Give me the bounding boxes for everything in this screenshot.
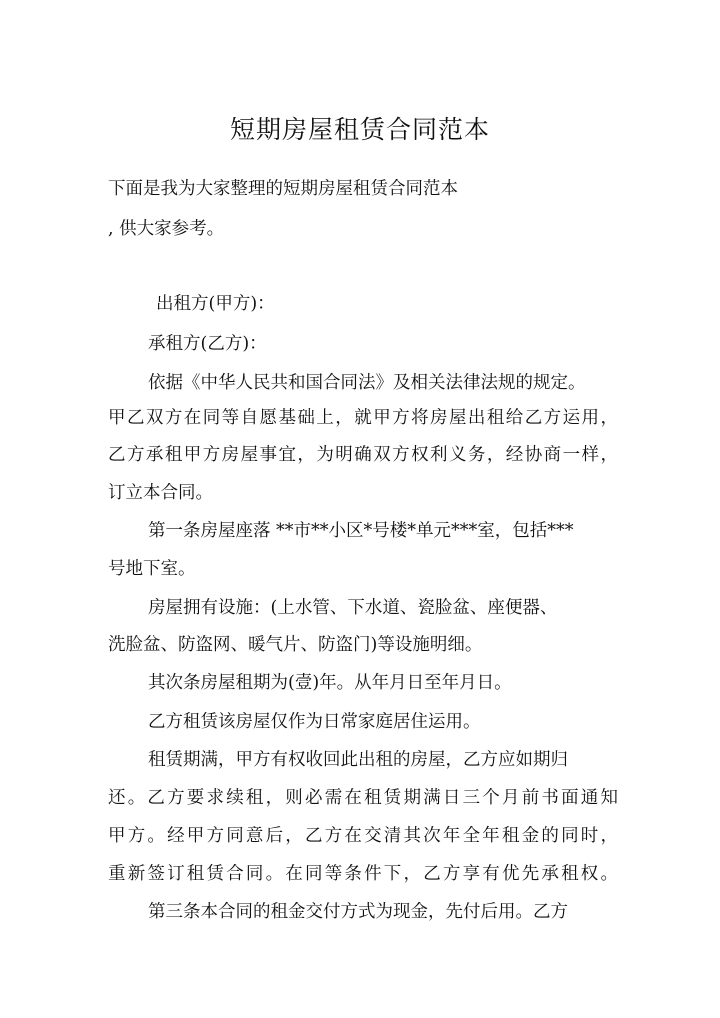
paragraph-line: 订立本合同。 xyxy=(108,483,213,503)
paragraph-line: 依据《中华人民共和国合同法》及相关法律法规的规定。 xyxy=(148,373,586,393)
paragraph-line: 甲乙双方在同等自愿基础上，就甲方将房屋出租给乙方运用， xyxy=(108,408,618,428)
document-title: 短期房屋租赁合同范本 xyxy=(229,115,490,144)
intro-line-2: , 供大家参考。 xyxy=(108,219,225,239)
lessor-label: 出租方(甲方)： xyxy=(156,294,275,314)
article-three-line: 第三条本合同的租金交付方式为现金，先付后用。乙方 xyxy=(148,902,568,922)
article-one-line: 第一条房屋座落 **市**小区*号楼*单元***室，包括*** xyxy=(148,521,574,541)
renewal-line: 还。乙方要求续租，则必需在租赁期满日三个月前书面通知 xyxy=(108,788,618,808)
renewal-line: 甲方。经甲方同意后，乙方在交清其次年全年租金的同时， xyxy=(108,826,618,846)
usage-line: 乙方租赁该房屋仅作为日常家庭居住运用。 xyxy=(148,712,481,732)
intro-line-1: 下面是我为大家整理的短期房屋租赁合同范本 xyxy=(108,179,458,199)
facilities-line: 房屋拥有设施：(上水管、下水道、瓷脸盆、座便器、 xyxy=(148,598,558,618)
lessee-label: 承租方(乙方)： xyxy=(148,334,267,354)
article-two-line: 其次条房屋租期为(壹)年。从年月日至年月日。 xyxy=(148,673,512,693)
paragraph-line: 乙方承租甲方房屋事宜，为明确双方权利义务，经协商一样， xyxy=(108,445,618,465)
facilities-line: 洗脸盆、防盗网、暖气片、防盗门)等设施明细。 xyxy=(108,635,483,655)
renewal-line: 租赁期满，甲方有权收回此出租的房屋，乙方应如期归 xyxy=(148,750,568,770)
renewal-line: 重新签订租赁合同。在同等条件下，乙方享有优先承租权。 xyxy=(108,864,618,884)
article-one-line: 号地下室。 xyxy=(108,559,196,579)
